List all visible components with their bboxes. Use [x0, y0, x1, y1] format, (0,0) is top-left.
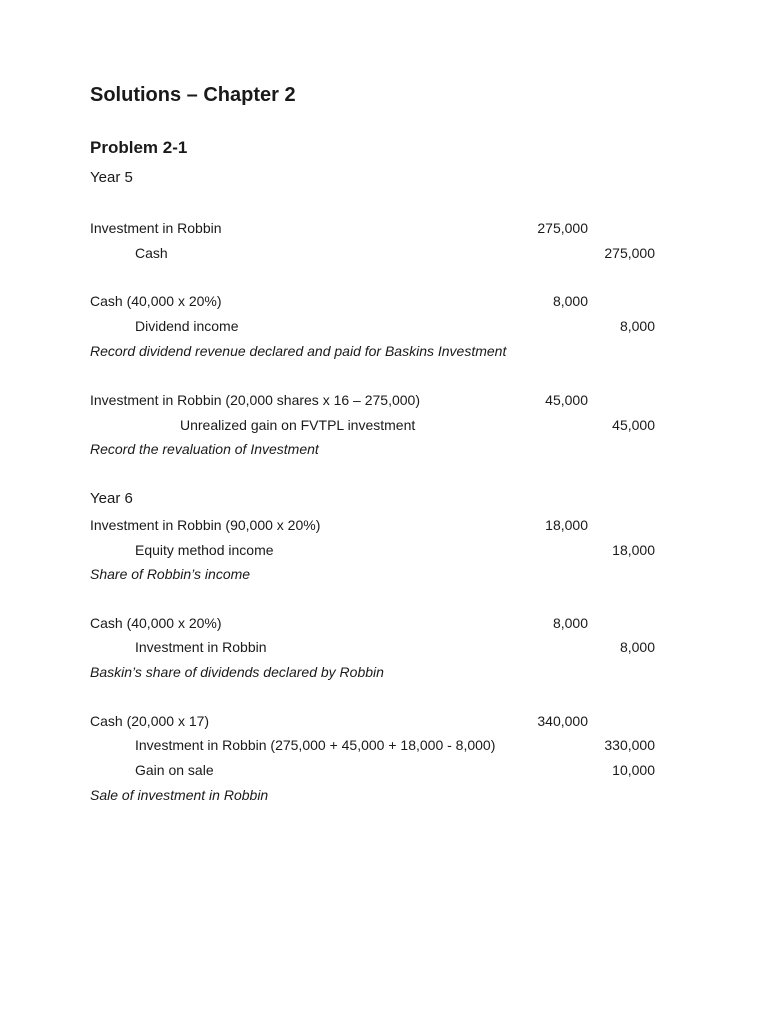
credit-amount: 275,000	[604, 245, 655, 261]
account-name: Unrealized gain on FVTPL investment	[180, 417, 416, 433]
credit-amount: 8,000	[619, 639, 655, 655]
problem-heading: Problem 2-1	[90, 138, 188, 157]
journal-line	[0, 711, 768, 731]
account-name: Dividend income	[135, 318, 239, 334]
journal-line	[0, 291, 768, 311]
debit-amount: 340,000	[537, 713, 588, 729]
debit-amount: 8,000	[552, 293, 588, 309]
entry-note	[0, 564, 768, 584]
account-name: Cash (20,000 x 17)	[90, 713, 210, 729]
credit-amount: 8,000	[619, 318, 655, 334]
credit-amount: 18,000	[612, 542, 655, 558]
account-name: Investment in Robbin	[135, 639, 267, 655]
note-text: Record the revaluation of Investment	[90, 441, 319, 457]
credit-amount: 330,000	[604, 737, 655, 753]
note-text: Baskin’s share of dividends declared by Robbin	[90, 664, 384, 680]
account-name: Investment in Robbin (90,000 x 20%)	[90, 517, 321, 533]
debit-amount: 275,000	[537, 220, 588, 236]
journal-line	[0, 243, 768, 263]
journal-line	[0, 735, 768, 755]
journal-line	[0, 415, 768, 435]
journal-line	[0, 540, 768, 560]
account-name: Investment in Robbin	[90, 220, 222, 236]
debit-amount: 8,000	[552, 615, 588, 631]
entry-note	[0, 662, 768, 682]
year-label: Year 6	[90, 490, 133, 507]
note-text: Sale of investment in Robbin	[90, 787, 269, 803]
journal-line	[0, 637, 768, 657]
year-heading	[0, 489, 768, 509]
debit-amount: 18,000	[545, 517, 588, 533]
entry-note	[0, 439, 768, 459]
account-name: Gain on sale	[135, 762, 214, 778]
note-text: Record dividend revenue declared and paid for Baskins Investment	[90, 343, 507, 359]
credit-amount: 45,000	[612, 417, 655, 433]
year-heading	[0, 168, 768, 188]
journal-line	[0, 218, 768, 238]
credit-amount: 10,000	[612, 762, 655, 778]
journal-line	[0, 613, 768, 633]
entry-note	[0, 785, 768, 805]
account-name: Equity method income	[135, 542, 274, 558]
entry-note	[0, 341, 768, 361]
journal-line	[0, 316, 768, 336]
account-name: Cash (40,000 x 20%)	[90, 293, 222, 309]
account-name: Cash	[135, 245, 168, 261]
account-name: Investment in Robbin (20,000 shares x 16 – 275,000)	[90, 392, 420, 408]
page-title: Solutions – Chapter 2	[90, 84, 296, 106]
account-name: Investment in Robbin (275,000 + 45,000 + 18,000 - 8,000)	[135, 737, 496, 753]
journal-line	[0, 760, 768, 780]
account-name: Cash (40,000 x 20%)	[90, 615, 222, 631]
year-label: Year 5	[90, 169, 133, 186]
journal-line	[0, 390, 768, 410]
debit-amount: 45,000	[545, 392, 588, 408]
note-text: Share of Robbin’s income	[90, 566, 251, 582]
journal-line	[0, 515, 768, 535]
